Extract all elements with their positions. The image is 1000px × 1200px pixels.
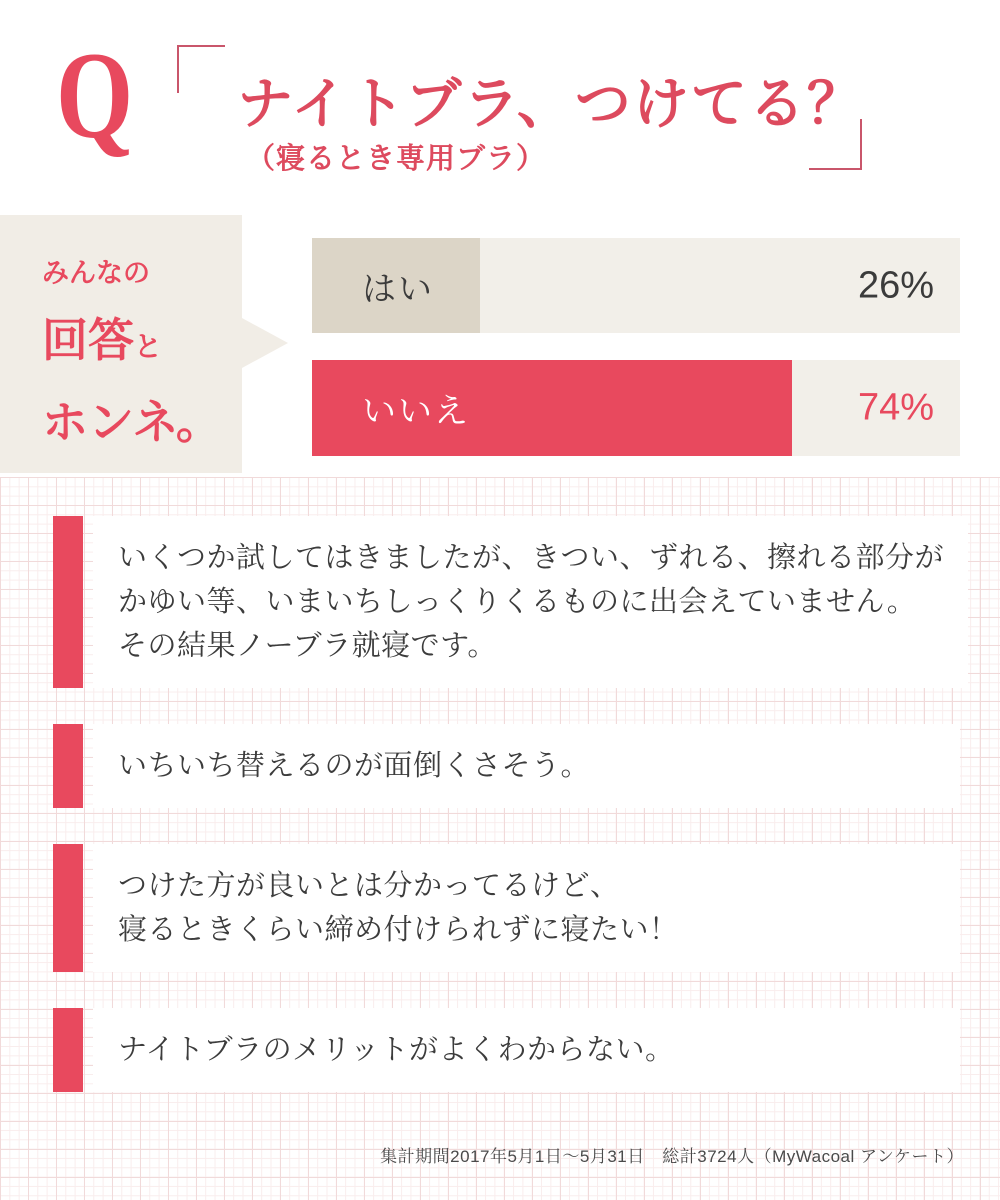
header [0, 0, 1000, 215]
bar-value-yes: 26% [857, 264, 934, 306]
comment-card-2 [53, 724, 960, 808]
lead-line-3: ホンネ。 [42, 396, 222, 448]
lead-line-2-tail: と [134, 331, 163, 362]
lead-line-1: みんなの [42, 258, 150, 288]
comment-body-3 [93, 844, 960, 972]
comment-line: つけた方が良いとは分かってるけど、 [118, 870, 620, 902]
bar-row-no [312, 360, 960, 456]
comment-line: いくつか試してはきましたが、きつい、ずれる、擦れる部分が [118, 542, 945, 574]
page-subtitle: （寝るとき専用ブラ） [246, 143, 547, 175]
comment-line: ナイトブラのメリットがよくわからない。 [118, 1034, 675, 1066]
lead-text [0, 215, 242, 452]
comment-accent-bar [53, 1008, 83, 1092]
speech-bubble-arrow [242, 318, 288, 368]
comment-accent-bar [53, 724, 83, 808]
comment-line: 寝るときくらい締め付けられずに寝たい！ [118, 914, 679, 946]
quote-bracket-close [809, 119, 862, 170]
comment-card-4 [53, 1008, 960, 1092]
page-title: ナイトブラ、つけてる？ [237, 74, 865, 136]
comment-body-4 [93, 1008, 960, 1092]
comment-line: いちいち替えるのが面倒くさそう。 [118, 750, 591, 782]
answer-section [0, 215, 1000, 477]
comment-line: かゆい等、いまいちしっくりくるものに出会えていません。 [118, 586, 917, 618]
survey-footnote: 集計期間2017年5月1日～5月31日 総計3724人（MyWacoal アンケート） [380, 1147, 964, 1166]
bar-row-yes [312, 238, 960, 333]
quote-bracket-open [177, 45, 225, 93]
lead-speech-bubble [0, 215, 242, 473]
lead-line-2-main: 回答 [42, 314, 134, 366]
lead-line-2 [42, 304, 242, 370]
comment-card-1 [53, 516, 960, 688]
comments-section [0, 477, 1000, 1200]
comment-card-3 [53, 844, 960, 972]
comment-accent-bar [53, 516, 83, 688]
comment-body-1 [93, 516, 968, 688]
comment-line: その結果ノーブラ就寝です。 [118, 630, 497, 662]
comment-body-2 [93, 724, 960, 808]
bar-value-no: 74% [857, 386, 934, 429]
bar-chart [312, 238, 960, 456]
question-mark-q: Q [56, 27, 134, 164]
bar-label-no: いいえ [362, 392, 470, 431]
comment-accent-bar [53, 844, 83, 972]
bar-label-yes: はい [362, 270, 434, 308]
